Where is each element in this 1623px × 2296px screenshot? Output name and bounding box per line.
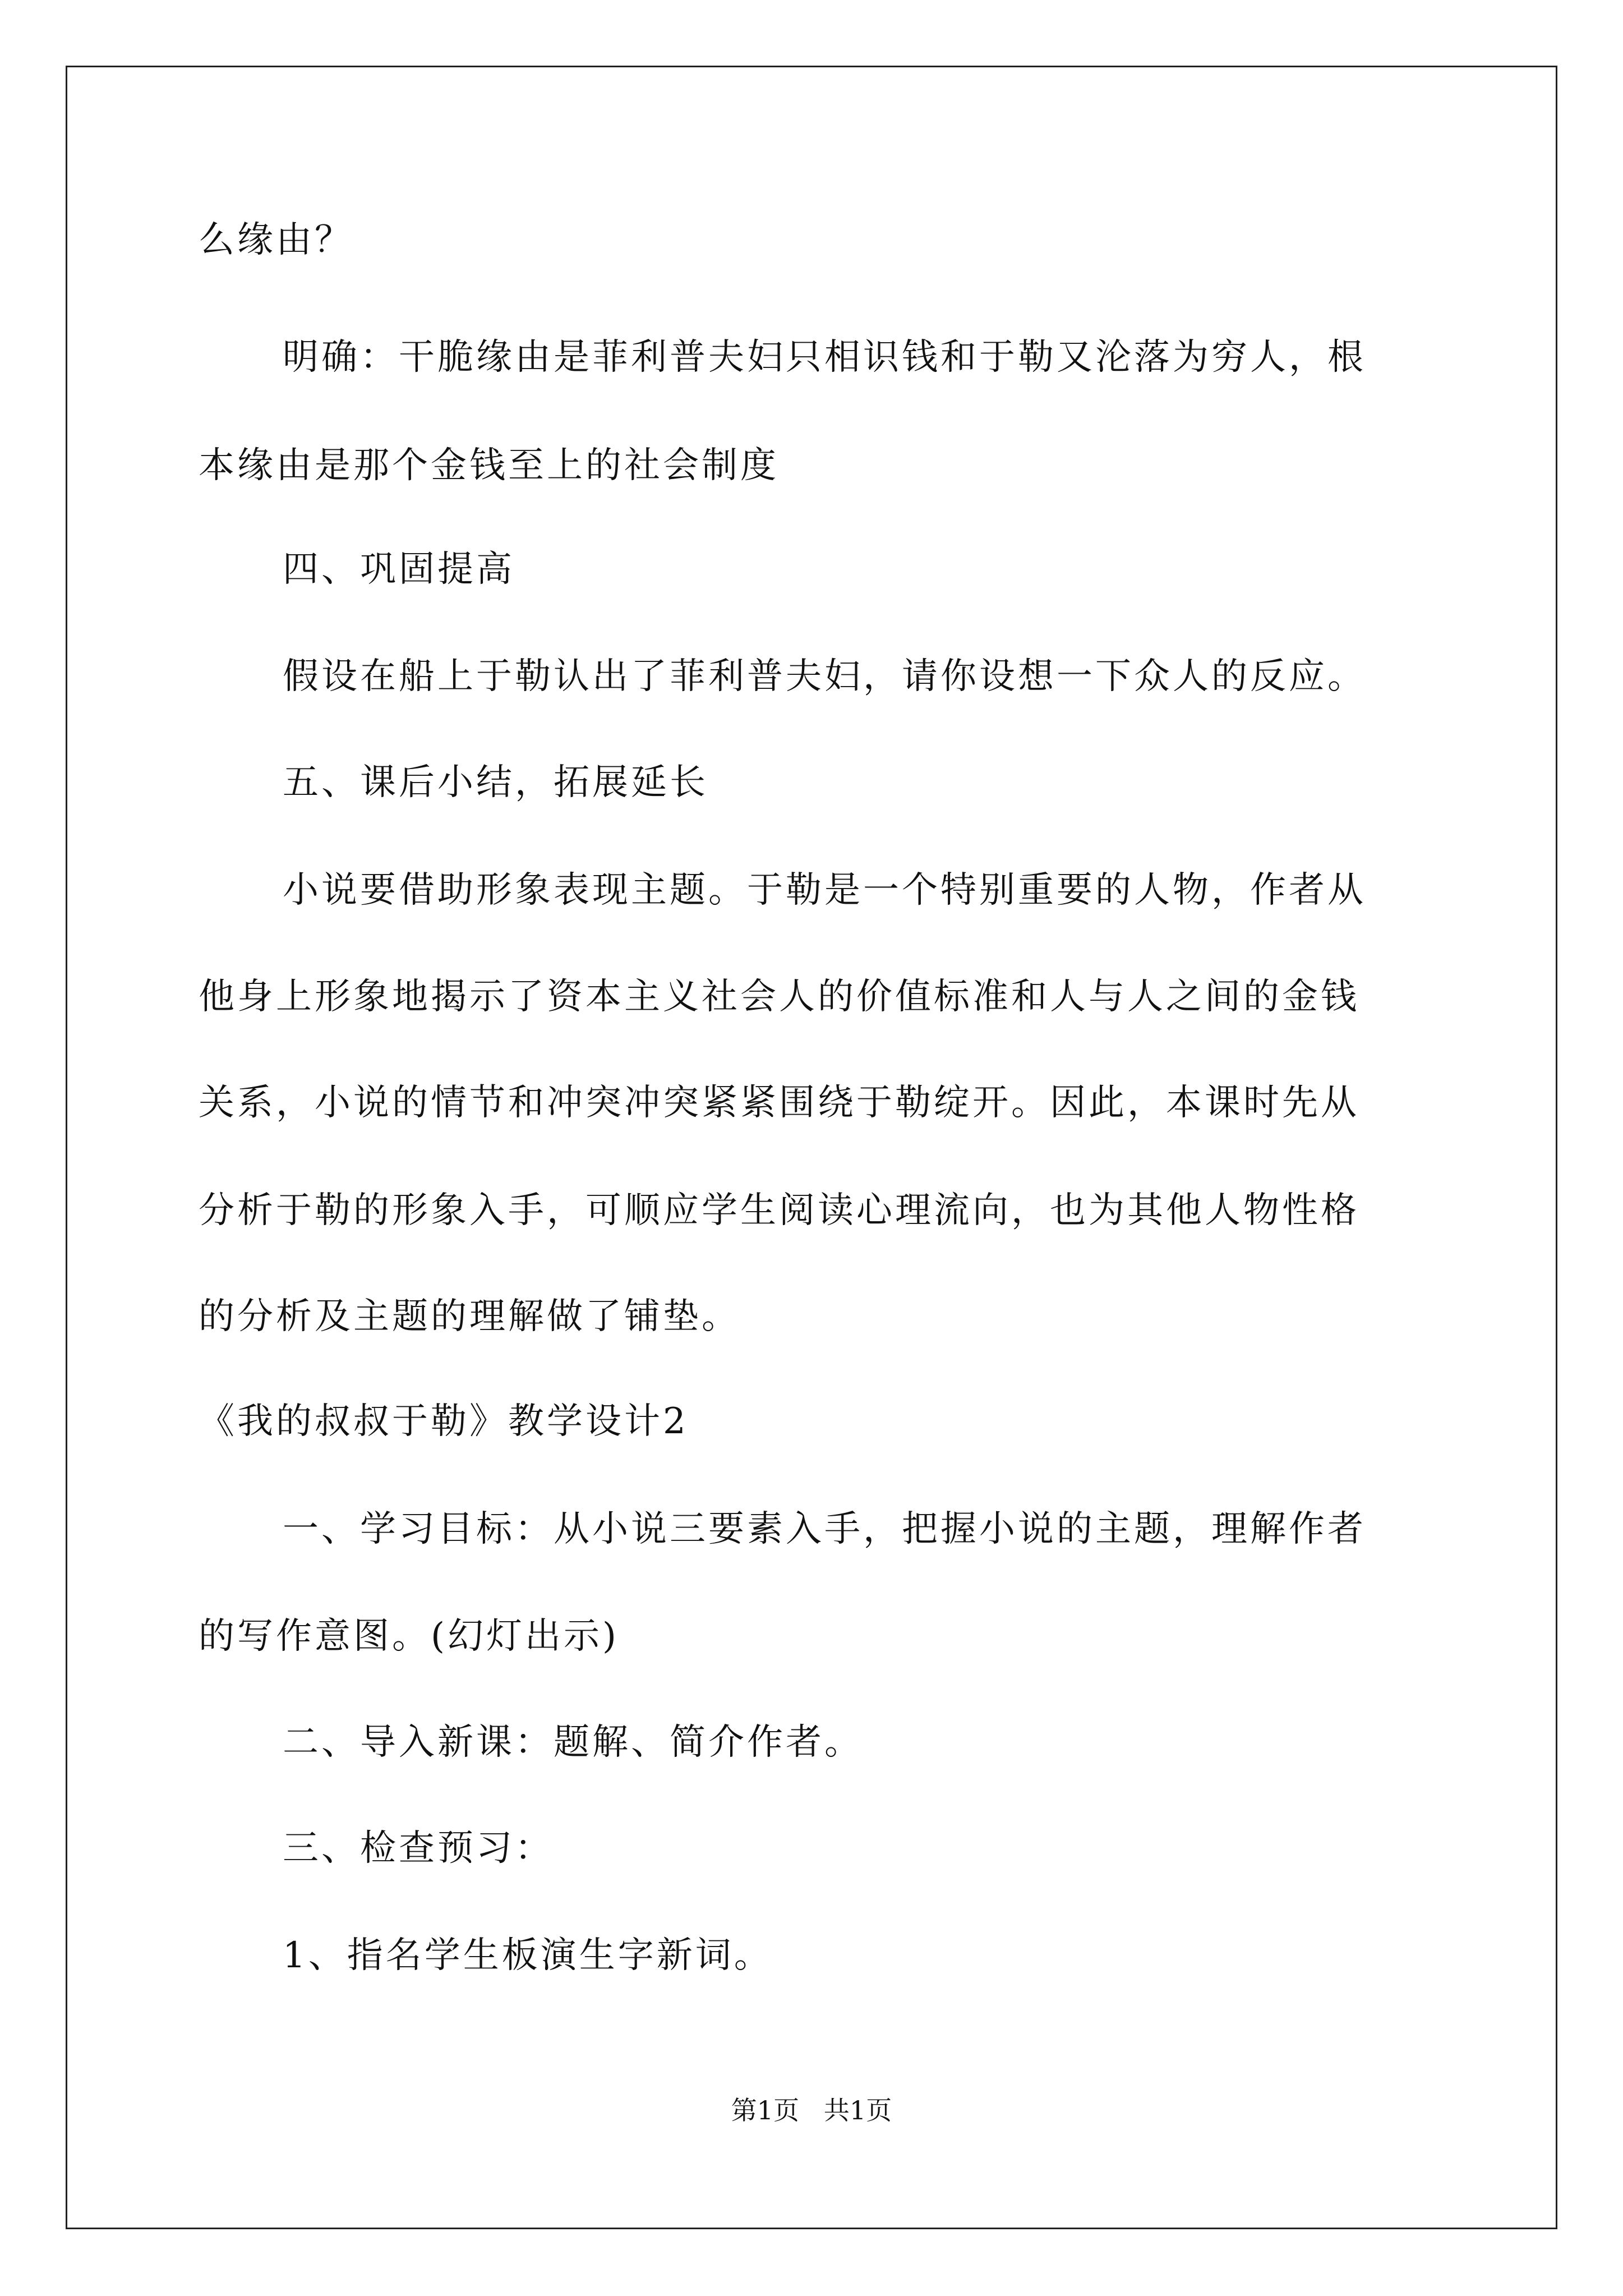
text-line: 一、学习目标：从小说三要素入手，把握小说的主题，理解作者 [283,1508,1366,1550]
text-line: 的写作意图。(幻灯出示) [199,1616,619,1657]
page-border [66,66,1557,2229]
text-line: 么缘由？ [199,219,353,261]
text-line: 明确：干脆缘由是菲利普夫妇只相识钱和于勒又沦落为穷人，根 [283,337,1366,378]
text-line: 二、导入新课：题解、简介作者。 [283,1722,863,1763]
document-title: 《我的叔叔于勒》教学设计2 [199,1401,689,1442]
text-line: 本缘由是那个金钱至上的社会制度 [199,445,779,486]
text-line: 分析于勒的形象入手，可顺应学生阅读心理流向，也为其他人物性格 [199,1190,1359,1231]
section-heading: 四、巩固提高 [283,549,515,590]
text-line: 的分析及主题的理解做了铺垫。 [199,1296,740,1337]
section-heading: 五、课后小结，拓展延长 [283,762,708,803]
text-line: 1、指名学生板演生字新词。 [283,1935,773,1976]
text-line: 假设在船上于勒认出了菲利普夫妇，请你设想一下众人的反应。 [283,656,1366,697]
text-line: 小说要借助形象表现主题。于勒是一个特别重要的人物，作者从 [283,869,1366,911]
text-line: 他身上形象地揭示了资本主义社会人的价值标准和人与人之间的金钱 [199,976,1359,1018]
text-line: 关系，小说的情节和冲突冲突紧紧围绕于勒绽开。因此，本课时先从 [199,1082,1359,1124]
section-heading: 三、检查预习： [283,1828,554,1869]
page-number-footer: 第1页 共1页 [731,2095,892,2125]
